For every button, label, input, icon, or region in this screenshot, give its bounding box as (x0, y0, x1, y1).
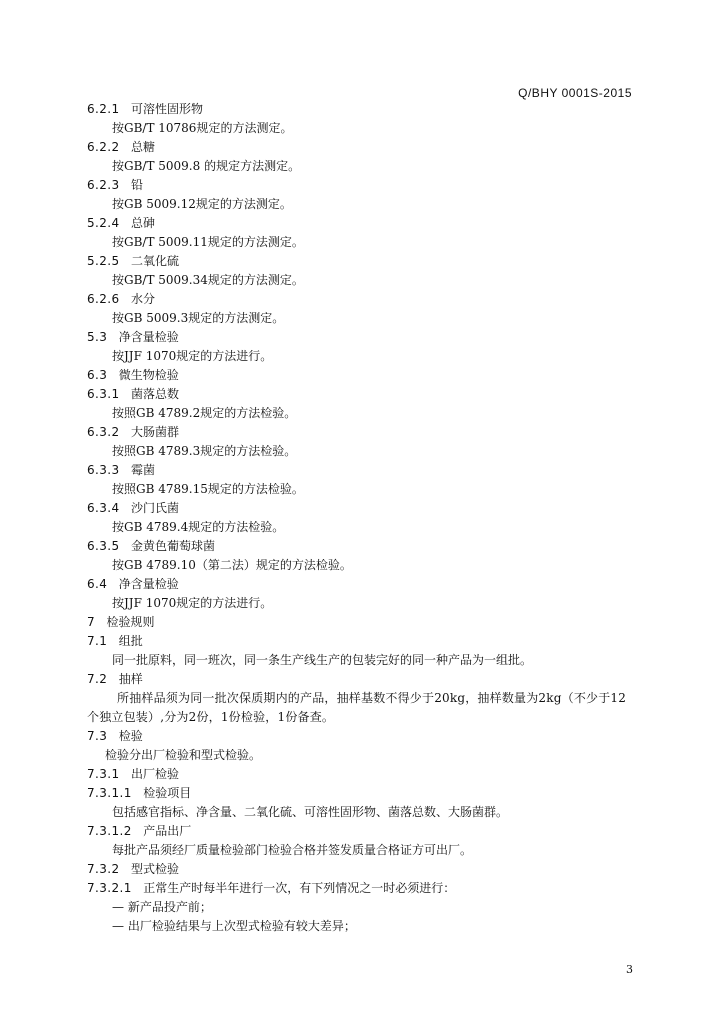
section-title: 检验项目 (143, 786, 192, 800)
section-number: 5.2.5 (87, 254, 120, 268)
section-number: 5.3 (87, 330, 108, 344)
body-text: 每批产品须经厂质量检验部门检验合格并签发质量合格证方可出厂。 (112, 843, 473, 857)
heading-gap (120, 862, 131, 876)
section-title: 铅 (131, 178, 144, 192)
heading-gap (120, 501, 131, 515)
section-number: 5.2.4 (87, 216, 120, 230)
section-number: 6.3.5 (87, 539, 120, 553)
heading-gap (120, 539, 131, 553)
section-number: 6.2.6 (87, 292, 120, 306)
section-number: 6.2.3 (87, 178, 120, 192)
heading-gap (107, 368, 118, 382)
heading-gap (120, 178, 131, 192)
body-text: 按照GB 4789.15规定的方法检验。 (112, 482, 304, 496)
section-heading (87, 290, 635, 309)
document-code: Q/BHY 0001S-2015 (518, 86, 632, 100)
section-title: 沙门氏菌 (131, 501, 180, 515)
section-number: 7.3 (87, 729, 108, 743)
body-text: 按GB 5009.12规定的方法测定。 (112, 197, 292, 211)
section-heading (87, 138, 635, 157)
heading-gap (120, 767, 131, 781)
section-number: 6.3 (87, 368, 108, 382)
section-title: 可溶性固形物 (131, 102, 204, 116)
body-text: 按JJF 1070规定的方法进行。 (112, 349, 273, 363)
heading-gap (95, 615, 106, 629)
section-heading (87, 727, 635, 746)
section-number: 6.3.2 (87, 425, 120, 439)
heading-gap (120, 216, 131, 230)
section-number: 7.1 (87, 634, 108, 648)
body-text: 检验分出厂检验和型式检验。 (105, 748, 262, 762)
section-title: 总砷 (131, 216, 156, 230)
body-text: 按GB 4789.4规定的方法检验。 (112, 520, 285, 534)
section-heading (87, 328, 635, 347)
body-text: 按JJF 1070规定的方法进行。 (112, 596, 273, 610)
section-heading (87, 366, 635, 385)
body-text: 按GB/T 5009.11规定的方法测定。 (112, 235, 304, 249)
section-heading (87, 632, 635, 651)
section-heading (87, 765, 635, 784)
heading-gap (107, 634, 118, 648)
section-heading (87, 613, 635, 632)
section-heading (87, 461, 635, 480)
section-heading (87, 385, 635, 404)
section-title: 总糖 (131, 140, 156, 154)
section-heading (87, 537, 635, 556)
body-text: 按GB 5009.3规定的方法测定。 (112, 311, 285, 325)
section-title: 抽样 (118, 672, 143, 686)
section-title: 检验 (118, 729, 143, 743)
section-title: 产品出厂 (143, 824, 192, 838)
section-heading (87, 822, 635, 841)
body-text: 按GB/T 10786规定的方法测定。 (112, 121, 293, 135)
section-title: 水分 (131, 292, 156, 306)
body-text: 同一批原料，同一班次，同一条生产线生产的包装完好的同一种产品为一组批。 (112, 653, 533, 667)
section-title: 大肠菌群 (131, 425, 180, 439)
section-number: 6.3.4 (87, 501, 120, 515)
section-number: 7.3.1.1 (87, 786, 132, 800)
section-heading (87, 176, 635, 195)
section-title: 净含量检验 (118, 330, 179, 344)
section-title: 正常生产时每半年进行一次，有下列情况之一时必须进行： (143, 881, 456, 895)
heading-gap (132, 786, 143, 800)
section-heading (87, 784, 635, 803)
document-body (87, 100, 635, 936)
heading-gap (120, 425, 131, 439)
heading-gap (107, 577, 118, 591)
body-text: 按GB 4789.10（第二法）规定的方法检验。 (112, 558, 352, 572)
body-text: 按GB/T 5009.8 的规定方法测定。 (112, 159, 301, 173)
body-text: 按照GB 4789.2规定的方法检验。 (112, 406, 297, 420)
heading-gap (120, 387, 131, 401)
section-number: 6.3.3 (87, 463, 120, 477)
heading-gap (132, 824, 143, 838)
section-title: 霉菌 (131, 463, 156, 477)
body-text: 按GB/T 5009.34规定的方法测定。 (112, 273, 304, 287)
heading-gap (107, 672, 118, 686)
section-title: 型式检验 (131, 862, 180, 876)
section-heading (87, 423, 635, 442)
section-number: 7.3.1.2 (87, 824, 132, 838)
body-text: — 出厂检验结果与上次型式检验有较大差异； (112, 919, 356, 933)
body-text: 包括感官指标、净含量、二氧化硫、可溶性固形物、菌落总数、大肠菌群。 (112, 805, 509, 819)
section-heading (87, 252, 635, 271)
section-title: 二氧化硫 (131, 254, 180, 268)
section-heading (87, 670, 635, 689)
heading-gap (120, 463, 131, 477)
section-number: 7.3.1 (87, 767, 120, 781)
section-title: 出厂检验 (131, 767, 180, 781)
section-heading (87, 860, 635, 879)
section-number: 7.2 (87, 672, 108, 686)
section-title: 微生物检验 (118, 368, 179, 382)
body-text: 按照GB 4789.3规定的方法检验。 (112, 444, 297, 458)
section-heading (87, 100, 635, 119)
body-paragraph: 所抽样品须为同一批次保质期内的产品，抽样基数不得少于20kg，抽样数量为2kg（不少于12个独立包装）,分为2份，1份检验，1份备查。 (87, 691, 627, 724)
heading-gap (132, 881, 143, 895)
section-number: 6.2.2 (87, 140, 120, 154)
heading-gap (120, 254, 131, 268)
section-title: 菌落总数 (131, 387, 180, 401)
page-number: 3 (626, 963, 633, 976)
heading-gap (107, 729, 118, 743)
section-title: 检验规则 (106, 615, 155, 629)
body-text: — 新产品投产前； (112, 900, 212, 914)
section-number: 6.3.1 (87, 387, 120, 401)
section-number: 6.4 (87, 577, 108, 591)
section-heading (87, 214, 635, 233)
section-number: 6.2.1 (87, 102, 120, 116)
section-title: 金黄色葡萄球菌 (131, 539, 216, 553)
section-number: 7 (87, 615, 96, 629)
section-heading (87, 499, 635, 518)
heading-gap (120, 102, 131, 116)
heading-gap (107, 330, 118, 344)
heading-gap (120, 292, 131, 306)
section-heading (87, 879, 635, 898)
heading-gap (120, 140, 131, 154)
section-heading (87, 575, 635, 594)
section-title: 净含量检验 (118, 577, 179, 591)
section-number: 7.3.2 (87, 862, 120, 876)
section-number: 7.3.2.1 (87, 881, 132, 895)
section-title: 组批 (118, 634, 143, 648)
